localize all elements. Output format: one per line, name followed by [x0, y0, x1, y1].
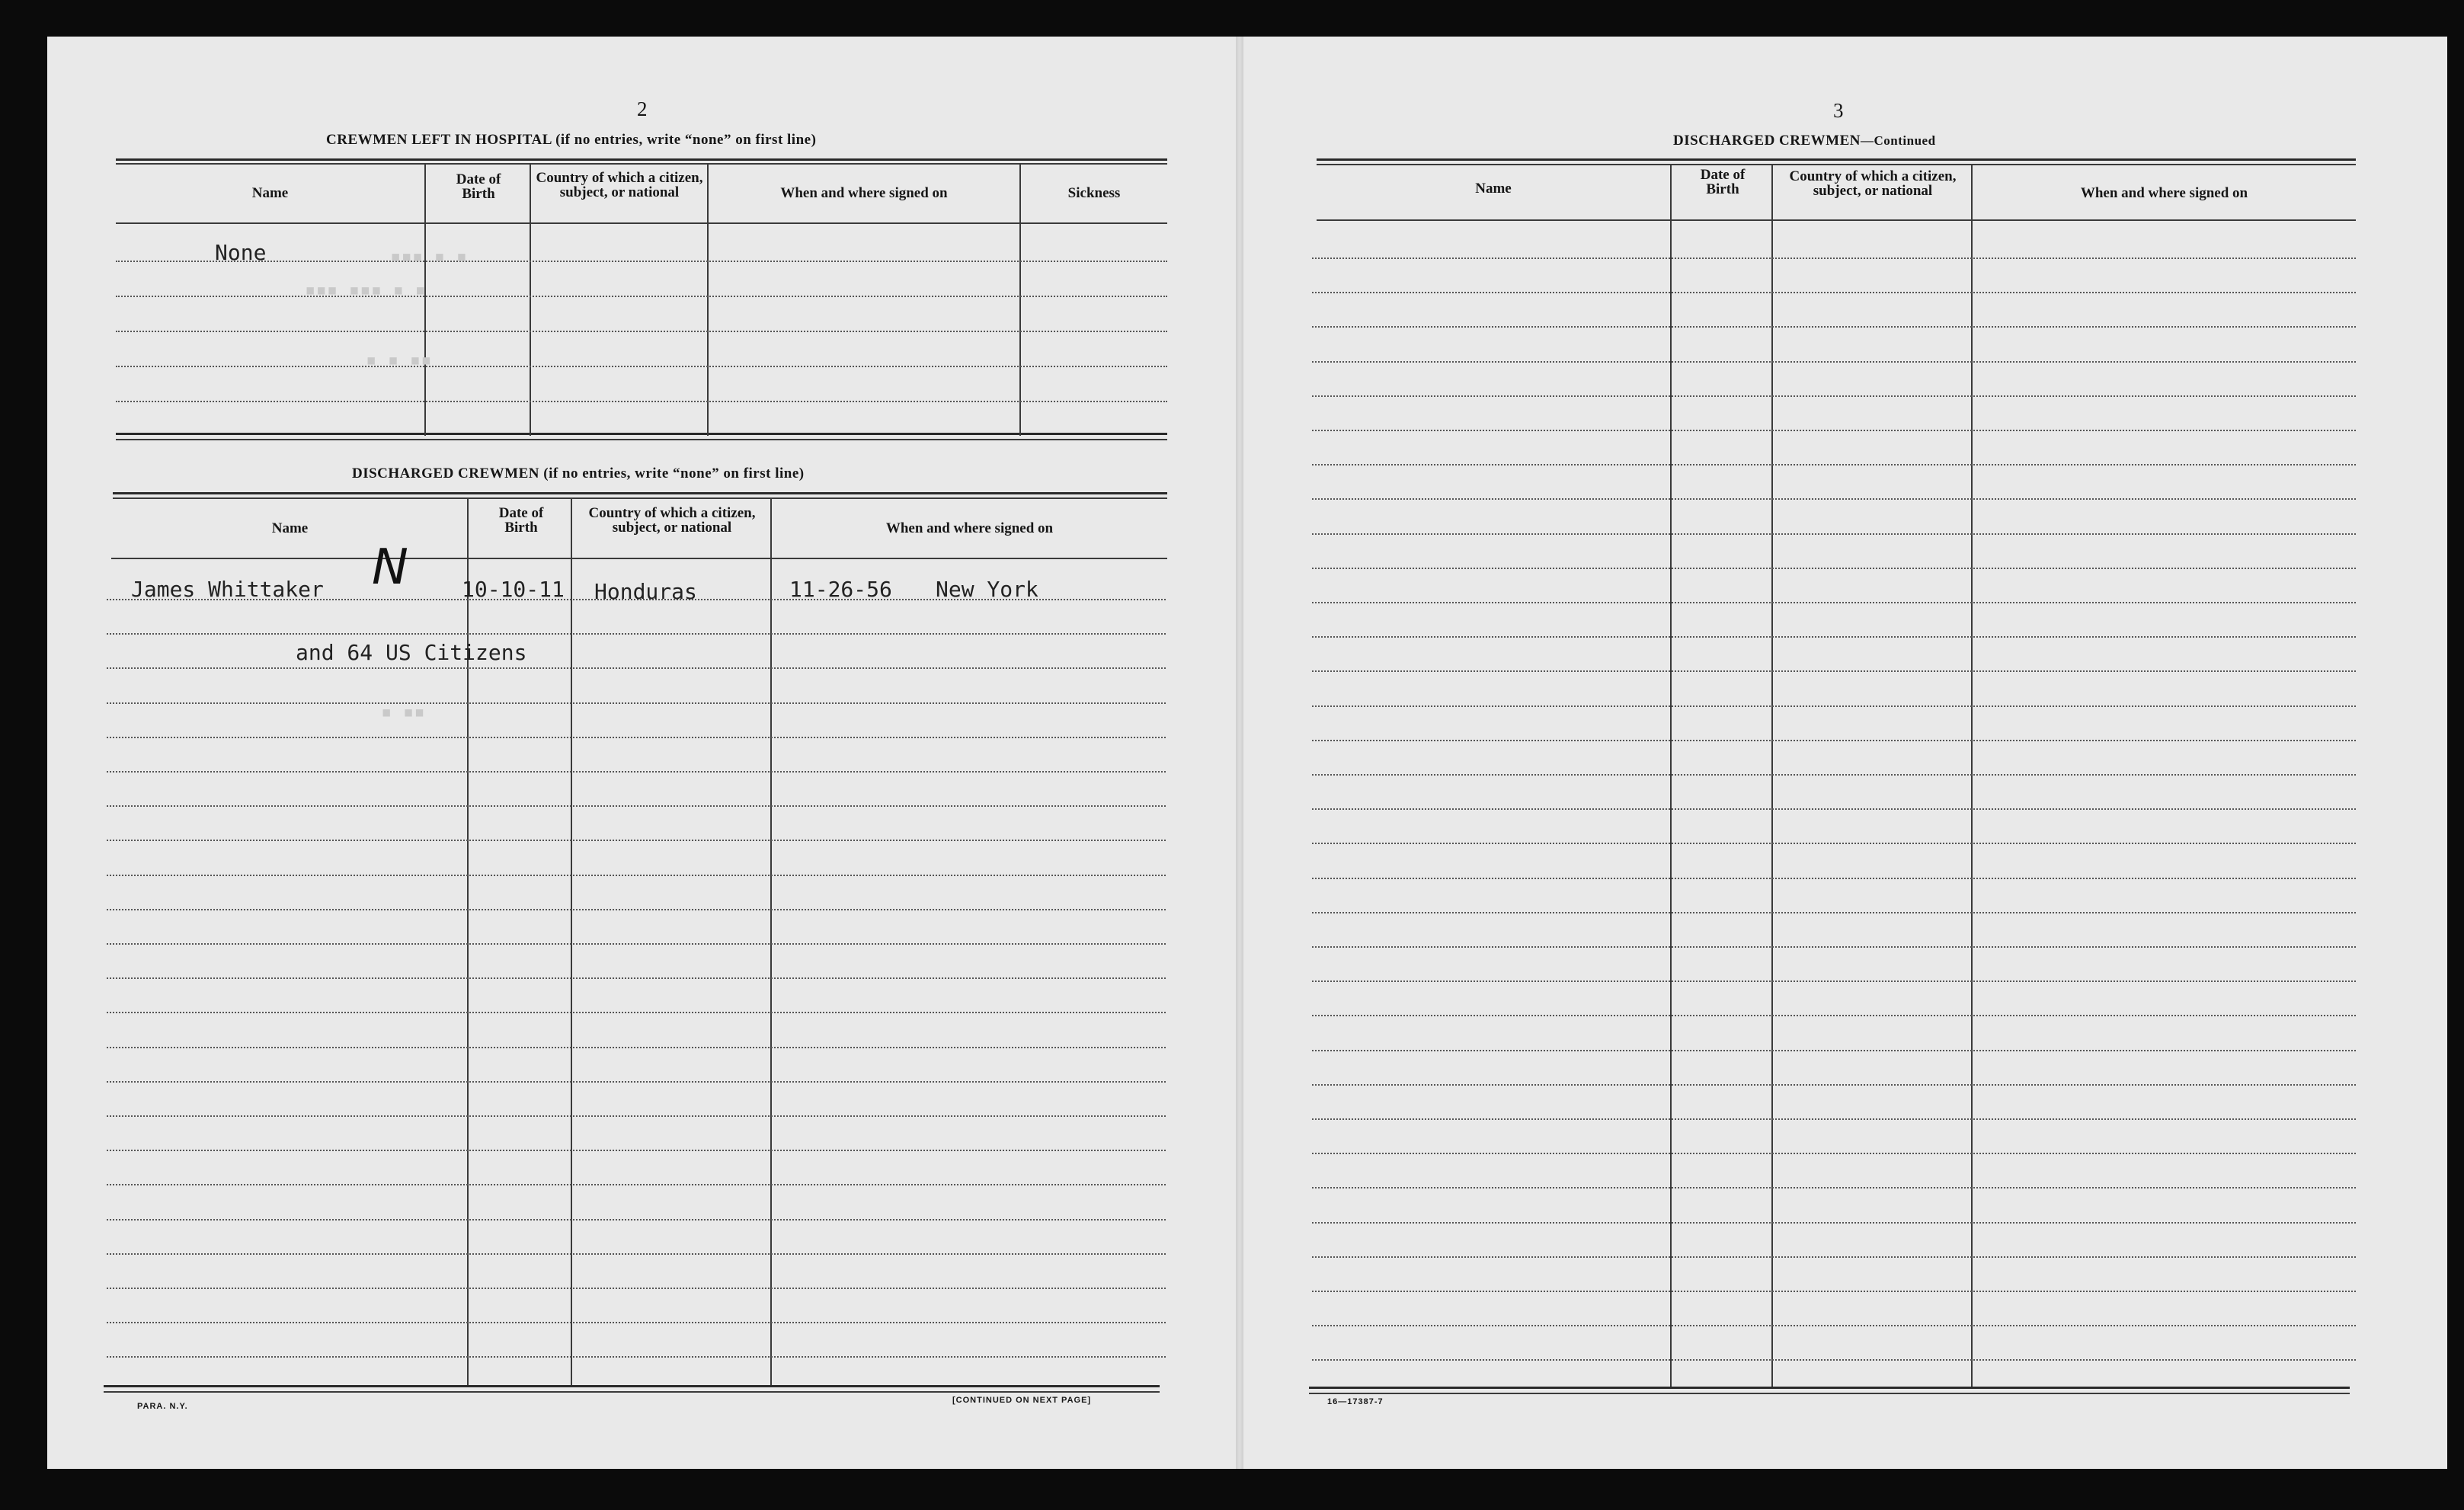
row-rule: [1312, 430, 2356, 431]
row-rule: [107, 1219, 1166, 1220]
row-rule: [107, 805, 1166, 807]
row-rule: [107, 1012, 1166, 1013]
row-rule: [1312, 1256, 2356, 1258]
right-bottom-rule: [1309, 1387, 2350, 1389]
row-rule: [1312, 740, 2356, 741]
discharged-header-dob: Date of Birth: [498, 505, 544, 536]
row-rule: [1312, 808, 2356, 810]
row-rule: [116, 401, 1167, 402]
row-rule: [107, 1115, 1166, 1117]
row-rule: [1312, 1291, 2356, 1292]
right-bottom-rule-2: [1309, 1393, 2350, 1394]
row-rule: [107, 977, 1166, 979]
row-rule: [1312, 705, 2356, 707]
hospital-header-rule: [116, 222, 1167, 224]
row-rule: [1312, 843, 2356, 844]
discharged-col-divider: [467, 497, 469, 1385]
hospital-title-note: (if no entries, write “none” on first line): [555, 132, 817, 148]
right-header-rule: [1317, 219, 2356, 221]
hospital-entry-name: None: [215, 240, 267, 265]
row-rule: [107, 633, 1166, 635]
row-rule: [1312, 1084, 2356, 1086]
row-rule: [1312, 1325, 2356, 1326]
hospital-header-sickness: Sickness: [1067, 185, 1121, 201]
right-header-name: Name: [1475, 181, 1512, 197]
footer-printer: PARA. N.Y.: [137, 1402, 188, 1411]
hospital-col-divider: [707, 163, 709, 436]
row-rule: [107, 1150, 1166, 1151]
row-rule: [107, 667, 1166, 669]
row-rule: [116, 296, 1167, 297]
hospital-col-divider: [530, 163, 531, 436]
row-rule: [107, 1356, 1166, 1358]
hospital-header-dob: Date of Birth: [456, 171, 501, 202]
row-rule: [107, 1047, 1166, 1048]
row-rule: [1312, 774, 2356, 776]
row-rule: [116, 366, 1167, 367]
row-rule: [107, 1184, 1166, 1185]
hospital-section-title: [326, 132, 816, 149]
discharged-top-rule-2: [113, 497, 1167, 499]
row-rule: [1312, 533, 2356, 535]
discharged-bottom-rule-2: [104, 1391, 1160, 1393]
discharged-header-rule: [111, 558, 1167, 559]
row-rule: [107, 840, 1166, 841]
discharged-header-signed-on: When and where signed on: [885, 520, 1054, 536]
right-top-rule-2: [1317, 164, 2356, 165]
right-page-number: 3: [1833, 99, 1844, 122]
row-rule: [107, 943, 1166, 945]
discharged-section-title: [352, 465, 805, 482]
row-rule: [107, 909, 1166, 910]
row-rule: [1312, 946, 2356, 948]
discharged-top-rule: [113, 492, 1167, 494]
discharged-header-country: Country of which a citizen, subject, or national: [588, 505, 756, 536]
row-rule: [1312, 1015, 2356, 1016]
discharged-header-name: Name: [271, 520, 309, 536]
row-rule: [1312, 1050, 2356, 1051]
footer-continued: [CONTINUED ON NEXT PAGE]: [952, 1396, 1092, 1405]
row-rule: [107, 1288, 1166, 1289]
page-fold: [1236, 37, 1243, 1469]
row-rule: [1312, 1153, 2356, 1154]
row-rule: [1312, 878, 2356, 879]
right-header-signed-on: When and where signed on: [2080, 185, 2248, 201]
row-rule: [1312, 1118, 2356, 1120]
row-rule: [1312, 568, 2356, 569]
discharged-entry-name: James Whittaker: [131, 577, 324, 602]
row-rule: [107, 702, 1166, 704]
discharged-entry-dob: 10-10-11: [462, 577, 565, 602]
row-rule: [1312, 1187, 2356, 1188]
row-rule: [1312, 1359, 2356, 1361]
right-title-text: DISCHARGED CREWMEN: [1673, 133, 1861, 149]
row-rule: [1312, 1222, 2356, 1224]
right-top-rule: [1317, 158, 2356, 161]
row-rule: [1312, 981, 2356, 982]
row-rule: [1312, 361, 2356, 363]
row-rule: [1312, 395, 2356, 397]
discharged-entry-country: Honduras: [594, 579, 697, 604]
handwritten-mark: N: [372, 539, 408, 596]
right-header-country: Country of which a citizen, subject, or national: [1789, 168, 1957, 199]
right-section-title: [1673, 133, 1936, 149]
hospital-bottom-rule: [116, 433, 1167, 435]
hospital-bottom-rule-2: [116, 439, 1167, 440]
left-page-number: 2: [637, 98, 648, 120]
row-rule: [1312, 912, 2356, 913]
row-rule: [107, 1322, 1166, 1323]
row-rule: [1312, 464, 2356, 465]
row-rule: [116, 261, 1167, 262]
row-rule: [1312, 670, 2356, 672]
hospital-col-divider: [1019, 163, 1021, 436]
discharged-entry-signed-place: New York: [936, 577, 1038, 602]
discharged-col-divider: [571, 497, 572, 1385]
row-rule: [1312, 602, 2356, 603]
discharged-additional-note: and 64 US Citizens: [296, 640, 527, 665]
row-rule: [116, 331, 1167, 332]
hospital-top-rule: [116, 158, 1167, 161]
discharged-col-divider: [770, 497, 772, 1385]
row-rule: [107, 1081, 1166, 1083]
discharged-entry-signed-date: 11-26-56: [789, 577, 892, 602]
bleed-through-mark: ▪ ▪ ▪▪: [366, 349, 432, 370]
right-title-suffix: —Continued: [1861, 133, 1936, 148]
footer-form-number: 16—17387-7: [1327, 1397, 1384, 1406]
hospital-header-name: Name: [251, 185, 289, 201]
bleed-through-mark: ▪▪▪ ▪ ▪: [390, 245, 468, 267]
discharged-title-text: DISCHARGED CREWMEN: [352, 465, 539, 481]
row-rule: [107, 771, 1166, 773]
row-rule: [1312, 498, 2356, 500]
right-header-dob: Date of Birth: [1700, 167, 1746, 197]
hospital-top-rule-2: [116, 163, 1167, 165]
row-rule: [107, 1253, 1166, 1255]
discharged-bottom-rule: [104, 1385, 1160, 1387]
row-rule: [107, 875, 1166, 876]
row-rule: [1312, 258, 2356, 259]
bleed-through-mark: ▪ ▪▪: [381, 701, 425, 722]
row-rule: [1312, 326, 2356, 328]
row-rule: [107, 737, 1166, 738]
bleed-through-mark: ▪▪▪ ▪▪▪ ▪ ▪: [305, 279, 426, 300]
hospital-header-country: Country of which a citizen, subject, or national: [536, 170, 703, 200]
discharged-title-note: (if no entries, write “none” on first line): [543, 465, 805, 481]
hospital-title-text: CREWMEN LEFT IN HOSPITAL: [326, 132, 552, 148]
row-rule: [1312, 636, 2356, 638]
hospital-header-signed-on: When and where signed on: [780, 185, 948, 201]
row-rule: [1312, 292, 2356, 293]
